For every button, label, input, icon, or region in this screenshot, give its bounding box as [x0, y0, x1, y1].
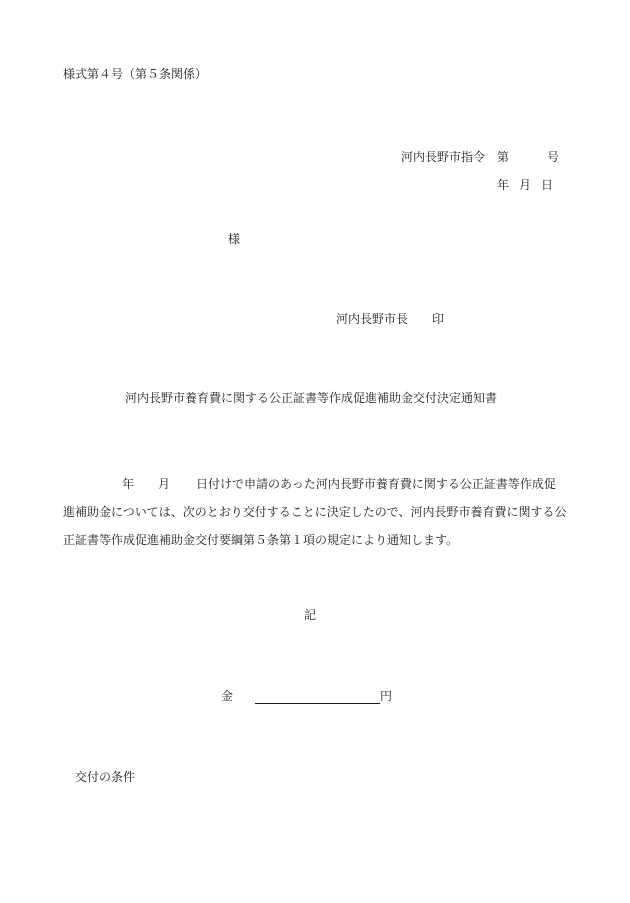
body-line-2: 進補助金については、次のとおり交付することに決定したので、河内長野市養育費に関する公 [63, 505, 567, 519]
directive-prefix: 河内長野市指令 [401, 150, 486, 164]
body-month: 月 [158, 477, 171, 491]
body-paragraph [63, 470, 567, 554]
issuer-name: 河内長野市長 [336, 312, 409, 326]
body-line-3: 正証書等作成促進補助金交付要綱第５条第１項の規定により通知します。 [63, 533, 459, 547]
amount-label: 金 [221, 689, 234, 703]
directive-number-line [401, 149, 559, 165]
directive-go-label: 号 [547, 150, 560, 164]
recipient-honorific: 様 [228, 232, 241, 246]
body-line1-rest: 日付けで申請のあった河内長野市養育費に関する公正証書等作成促 [196, 477, 556, 491]
issue-date-line [497, 177, 553, 193]
amount-row [221, 688, 392, 704]
amount-unit: 円 [380, 689, 393, 703]
body-line-1 [63, 470, 559, 498]
date-month: 月 [519, 178, 532, 192]
document-title: 河内長野市養育費に関する公正証書等作成促進補助金交付決定通知書 [125, 391, 498, 405]
body-year: 年 [122, 477, 135, 491]
amount-blank-line [255, 688, 380, 704]
directive-no-label: 第 [497, 150, 510, 164]
form-number: 様式第４号（第５条関係） [63, 67, 208, 81]
date-day: 日 [541, 178, 554, 192]
conditions-label: 交付の条件 [75, 770, 136, 784]
ki-heading: 記 [304, 608, 317, 622]
seal-mark: 印 [432, 312, 445, 326]
date-year: 年 [497, 178, 510, 192]
issuer-line [336, 311, 444, 327]
